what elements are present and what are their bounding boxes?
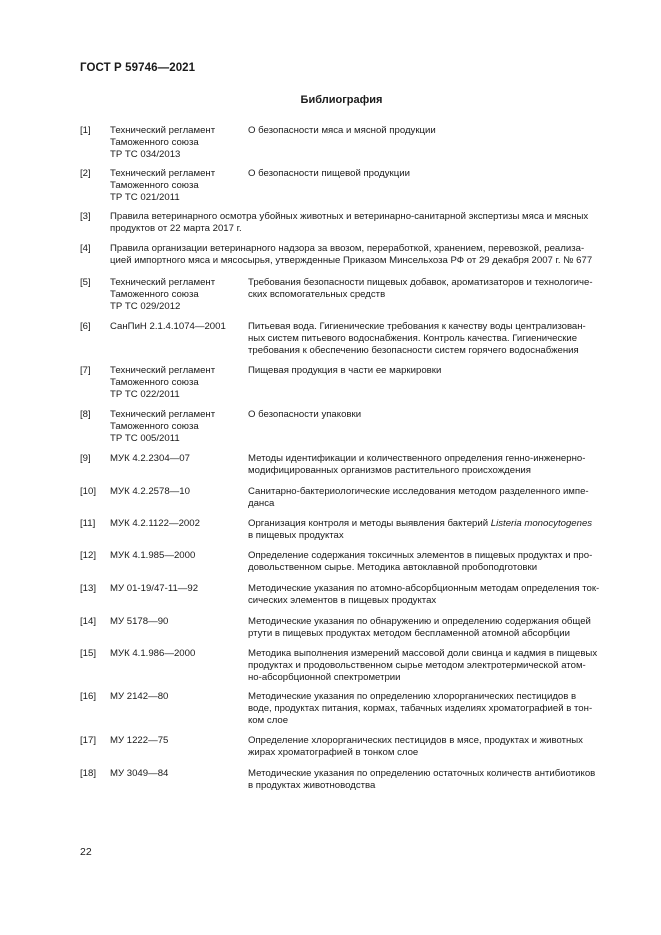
entry-designation: Технический регламент Таможенного союза ТР ТС 022/2011: [110, 365, 216, 400]
entry-description-species: Listeria monocytogenes: [490, 518, 593, 529]
entry-designation: Технический регламент Таможенного союза ТР ТС 029/2012: [110, 277, 216, 312]
entry-description: Определение содержания токсичных элементов в пищевых продуктах и про- довольственном сырье. Методика автоклавной пробоподготовки: [248, 550, 593, 573]
entry-number: [8]: [80, 409, 91, 420]
entry-number: [7]: [80, 365, 91, 376]
entry-description: Методические указания по обнаружению и определению содержания общей ртути в пищевых продуктах методом беспламенной атомной абсорбции: [248, 616, 591, 639]
entry-number: [16]: [80, 691, 97, 702]
entry-number: [5]: [80, 277, 91, 288]
entry-designation: МУК 4.2.2304—07: [110, 453, 190, 464]
entry-designation: МУ 5178—90: [110, 616, 169, 627]
entry-number: [1]: [80, 125, 91, 136]
entry-number: [13]: [80, 583, 97, 594]
entry-description: Определение хлорорганических пестицидов в мясе, продуктах и животных жирах хроматографией в тонком слое: [248, 735, 583, 758]
entry-designation: Технический регламент Таможенного союза ТР ТС 005/2011: [110, 409, 216, 444]
entry-description: [248, 518, 608, 542]
entry-number: [6]: [80, 321, 91, 332]
entry-full-text: Правила организации ветеринарного надзора за ввозом, переработкой, хранением, перевозкой, реализа- цией импортного мяса и мясосырья, утвержденные Приказом Минсельхоза РФ от 29 декабря 2007 г. № 677: [110, 243, 593, 266]
entry-number: [9]: [80, 453, 91, 464]
entry-description: О безопасности пищевой продукции: [248, 168, 410, 179]
entry-number: [2]: [80, 168, 91, 179]
entry-number: [17]: [80, 735, 97, 746]
entry-description: Питьевая вода. Гигиенические требования к качеству воды централизован- ных систем питьевого водоснабжения. Контроль качества. Гигиенические требования к обеспечению безопасности систем горячего водоснабжения: [248, 321, 586, 356]
entry-description: Методические указания по определению хлорорганических пестицидов в воде, продуктах питания, кормах, табачных изделиях хроматографией в тон- ком слое: [248, 691, 593, 726]
entry-number: [12]: [80, 550, 97, 561]
entry-description: Методы идентификации и количественного определения генно-инженерно- модифицированных организмов растительного происхождения: [248, 453, 586, 476]
entry-description: Методические указания по атомно-абсорбционным методам определения ток- сических элементов в пищевых продуктах: [248, 583, 600, 606]
entry-designation: СанПиН 2.1.4.1074—2001: [110, 321, 226, 332]
entry-designation: МУ 01-19/47-11—92: [110, 583, 199, 594]
entry-description: Требования безопасности пищевых добавок, ароматизаторов и технологиче- ских вспомогательных средств: [248, 277, 593, 300]
entry-designation: МУК 4.2.2578—10: [110, 486, 190, 497]
entry-designation: МУК 4.1.985—2000: [110, 550, 196, 561]
entry-description: Санитарно-бактериологические исследования методом разделенного импе- данса: [248, 486, 589, 509]
entry-description: О безопасности упаковки: [248, 409, 362, 420]
entry-number: [3]: [80, 211, 91, 222]
entry-full-text: Правила ветеринарного осмотра убойных животных и ветеринарно-санитарной экспертизы мяса и мясных продуктов от 22 марта 2017 г.: [110, 211, 589, 234]
entry-designation: Технический регламент Таможенного союза ТР ТС 021/2011: [110, 168, 216, 203]
entry-number: [11]: [80, 518, 96, 529]
entry-designation: МУК 4.1.986—2000: [110, 648, 196, 659]
entry-designation: Технический регламент Таможенного союза ТР ТС 034/2013: [110, 125, 216, 160]
entry-number: [10]: [80, 486, 97, 497]
entry-description: Методические указания по определению остаточных количеств антибиотиков в продуктах животноводства: [248, 768, 596, 791]
entry-number: [18]: [80, 768, 97, 779]
entry-designation: МУ 1222—75: [110, 735, 169, 746]
page-number: 22: [80, 846, 92, 858]
bibliography-title: Библиография: [300, 94, 383, 106]
entry-number: [14]: [80, 616, 97, 627]
entry-designation: МУ 2142—80: [110, 691, 169, 702]
entry-number: [4]: [80, 243, 91, 254]
entry-description: Методика выполнения измерений массовой доли свинца и кадмия в пищевых продуктах и продовольственном сырье методом электротермической атом- но-абсорбционной спектрометрии: [248, 648, 598, 683]
entry-description: О безопасности мяса и мясной продукции: [248, 125, 436, 136]
entry-description: Пищевая продукция в части ее маркировки: [248, 365, 442, 376]
entry-description-text: Организация контроля и методы выявления бактерий: [248, 518, 491, 529]
entry-designation: МУ 3049—84: [110, 768, 169, 779]
entry-description-text-end: в пищевых продуктах: [248, 530, 344, 541]
document-standard-header: ГОСТ Р 59746—2021: [80, 62, 196, 74]
entry-number: [15]: [80, 648, 97, 659]
entry-designation: МУК 4.2.1122—2002: [110, 518, 200, 529]
